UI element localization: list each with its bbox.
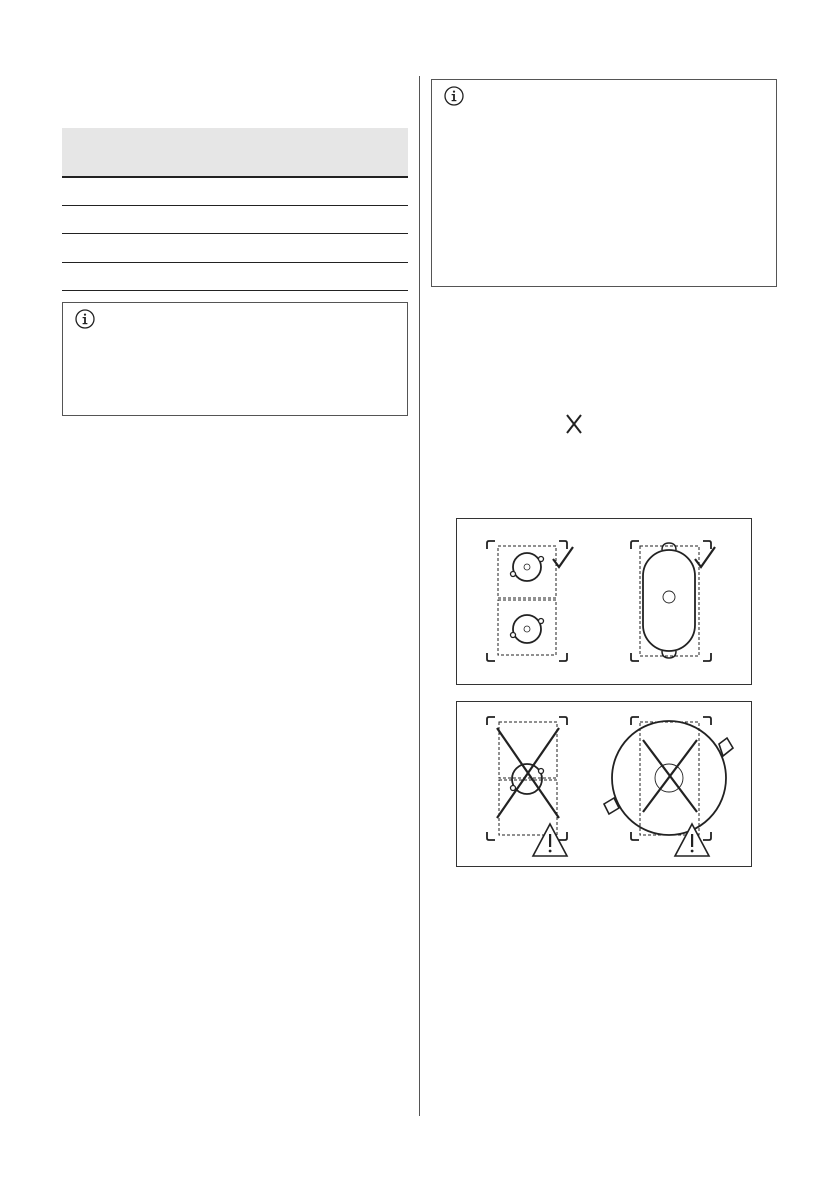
info-icon	[444, 86, 464, 106]
close-icon	[564, 413, 584, 435]
table-row	[62, 206, 408, 234]
column-divider	[419, 76, 420, 1116]
incorrect-placement-diagram	[456, 701, 752, 867]
table-row	[62, 235, 408, 263]
table-row	[62, 178, 408, 206]
table-row	[62, 263, 408, 291]
info-icon	[75, 309, 95, 329]
info-note-box	[62, 302, 408, 416]
checkmark-icon	[695, 547, 715, 567]
correct-placement-diagram	[456, 518, 752, 685]
info-note-box	[431, 79, 777, 287]
table-header	[62, 128, 408, 176]
